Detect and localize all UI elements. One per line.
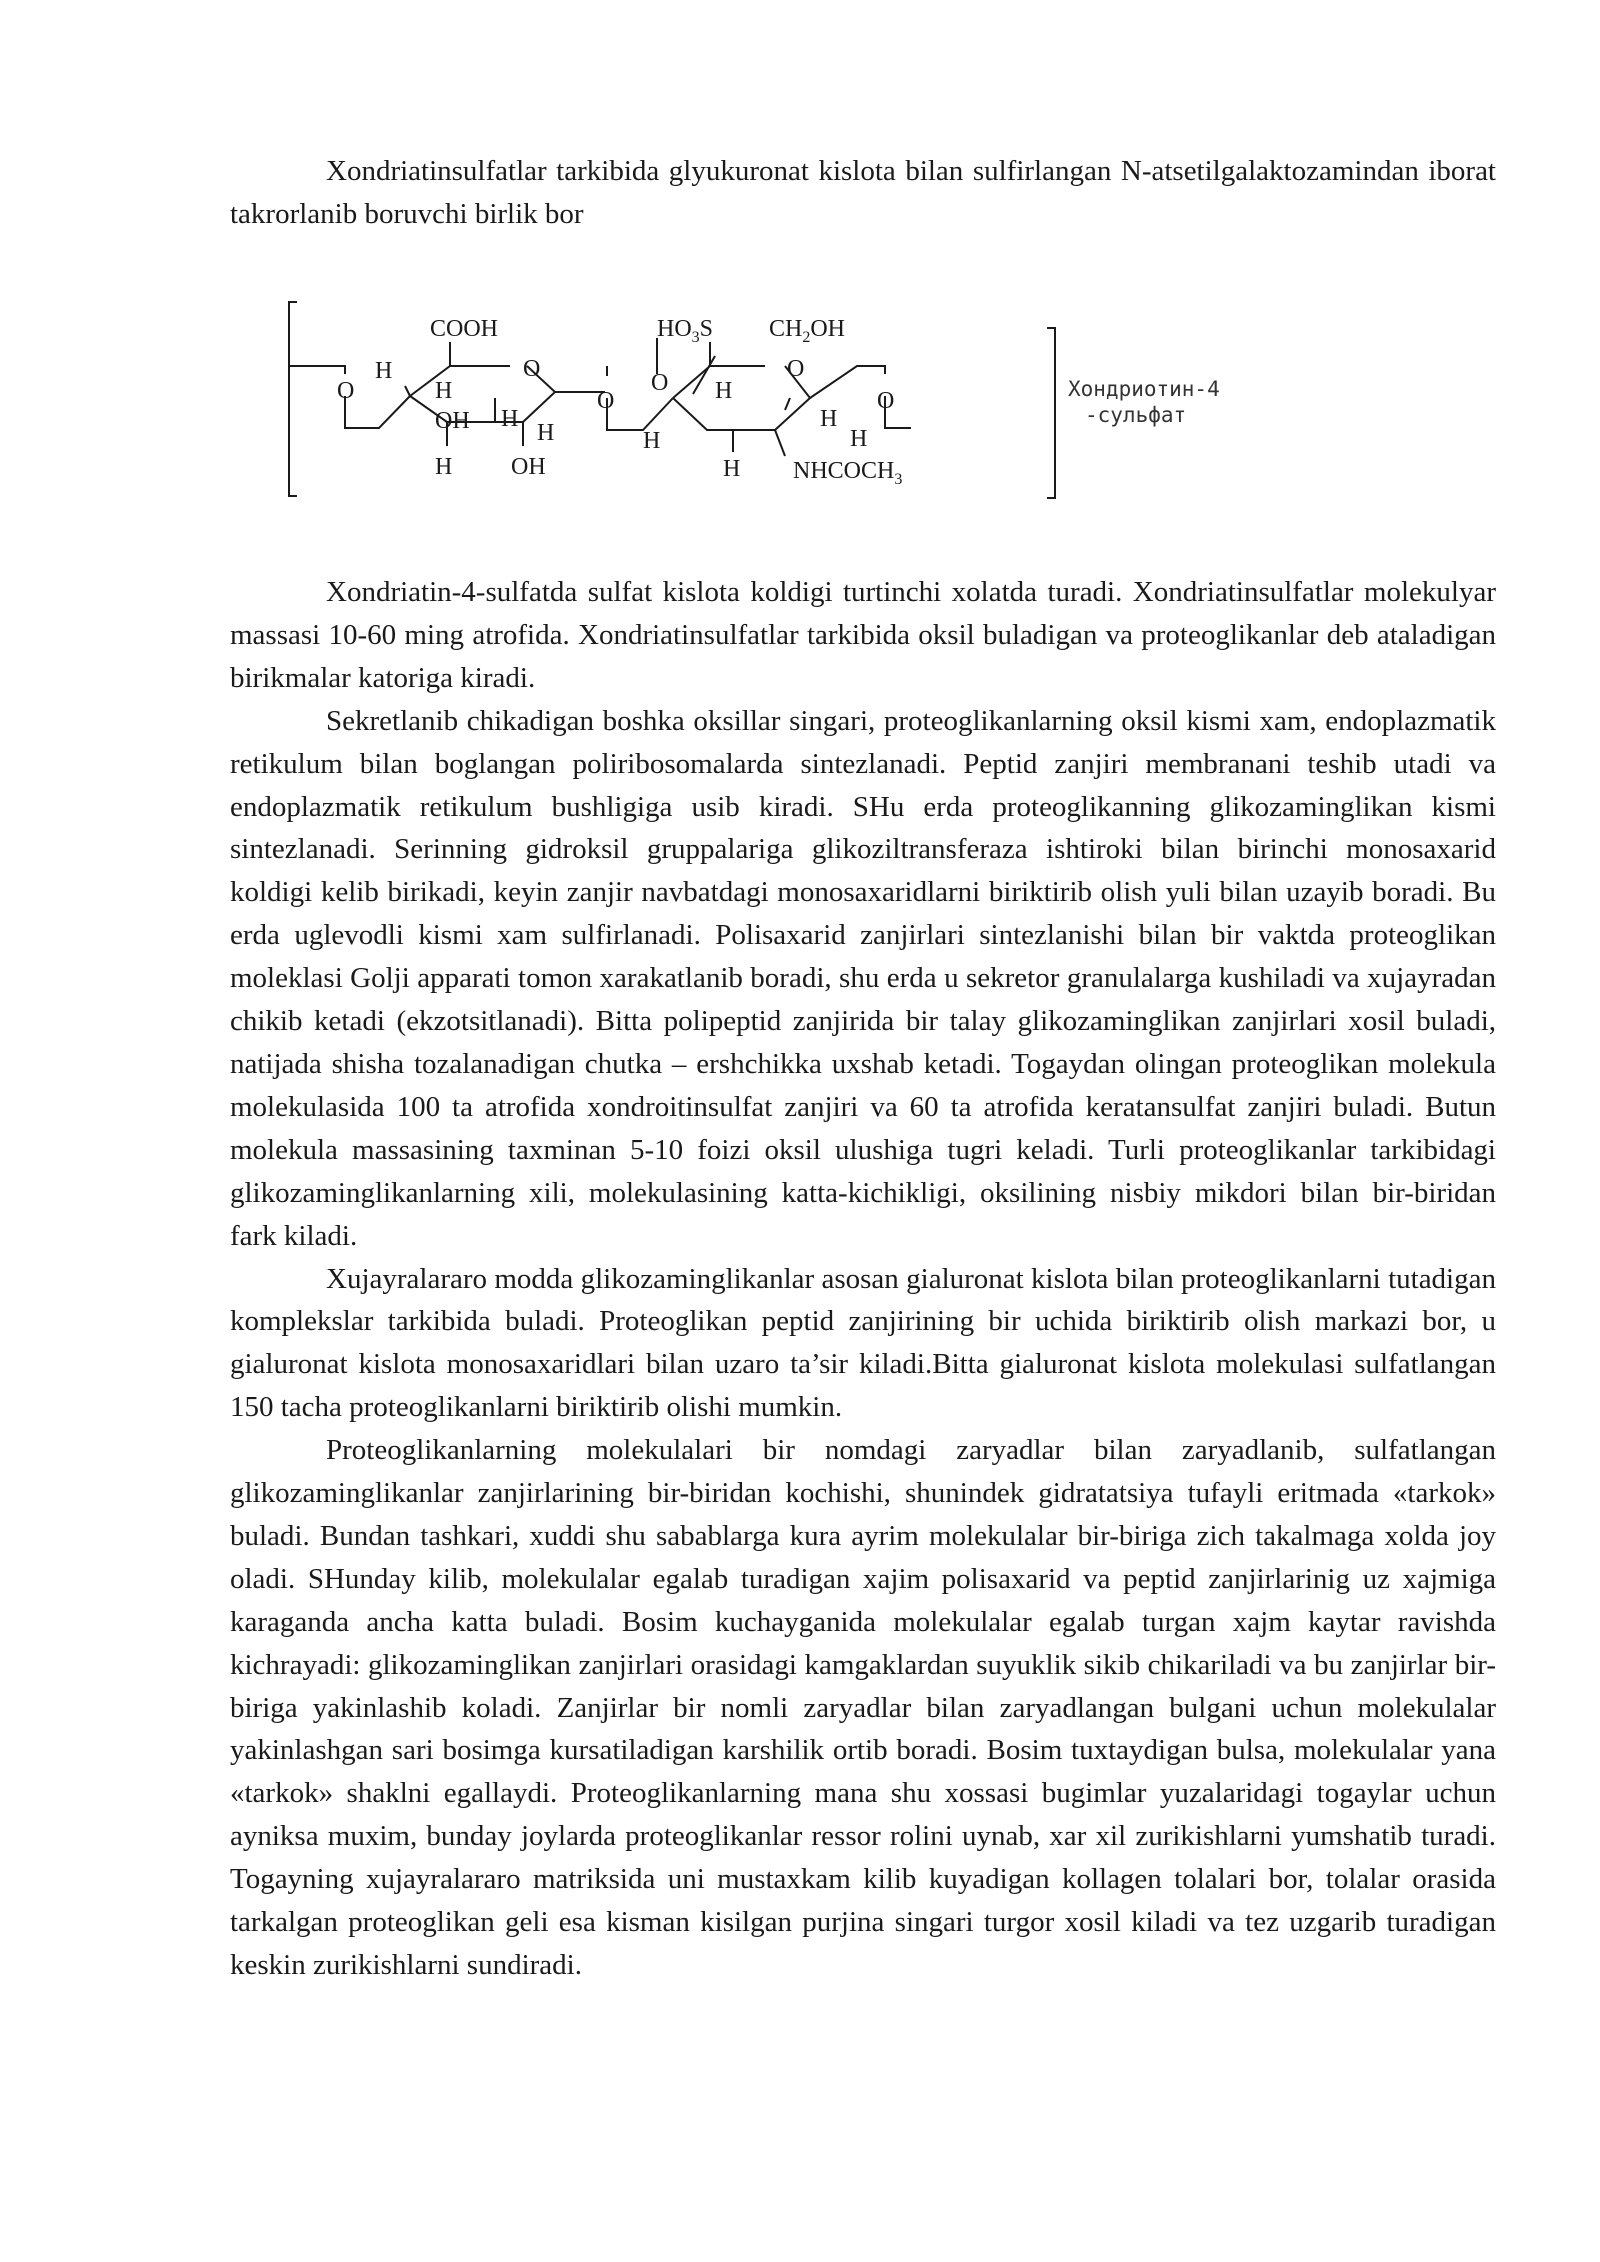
paragraph: Xujayralararo modda glikozaminglikanlar asosan gialuronat kislota bilan proteoglikanlarni tutadigan komplekslar tarkibida buladi. Proteoglikan peptid zanjirining bir uchida biriktirib olish markazi bor, u gialuronat kislota monosaxaridlari bilan uzaro ta’sir kiladi.Bitta gialuronat kislota molekulasi sulfatlangan 150 tacha proteoglikanlarni biriktirib olishi mumkin. [230,1262,1496,1424]
label-h: H [375,358,393,384]
figure-caption-line1: Хондриотин-4 [1068,377,1220,401]
label-o: O [877,388,895,414]
label-o: O [651,370,669,396]
paragraph: Xondriatin-4-sulfatda sulfat kislota koldigi turtinchi xolatda turadi. Xondriatinsulfatlar molekulyar massasi 10-60 ming atrofida. Xondriatinsulfatlar tarkibida oksil buladigan va proteoglikanlar deb ataladigan birikmalar katoriga kiradi. [230,576,1496,694]
chondroitin-sulfate-structure-figure [285,298,1245,510]
label-h: H [501,406,519,432]
label-h: H [643,428,661,454]
figure-caption-line2: -сульфат [1085,403,1187,427]
paragraph: Sekretlanib chikadigan boshka oksillar singari, proteoglikanlarning oksil kismi xam, endoplazmatik retikulum bilan boglangan poliribosomalarda sintezlanadi. Peptid zanjiri membranani teshib utadi va endoplazmatik retikulum bushligiga usib kiradi. SHu erda proteoglikanning glikozaminglikan kismi sintezlanadi. Serinning gidroksil gruppalariga glikoziltransferaza ishtiroki bilan birinchi monosaxarid koldigi kelib birikadi, keyin zanjir navbatdagi monosaxaridlarni biriktirib olish yuli bilan uzayib boradi. Bu erda uglevodli kismi xam sulfirlanadi. Polisaxarid zanjirlari sintezlanishi bilan bir vaktda proteoglikan moleklasi Golji apparati tomon xarakatlanib boradi, shu erda u sekretor granulalarga kushiladi va xujayradan chikib ketadi (ekzotsitlanadi). Bitta polipeptid zanjirida bir talay glikozaminglikan zanjirlari xosil buladi, natijada shisha tozalanadigan chutka – ershchikka uxshab ketadi. Togaydan olingan proteoglikan molekula molekulasida 100 ta atrofida xondroitinsulfat zanjiri va 60 ta atrofida keratansulfat zanjiri buladi. Butun molekula massasining taxminan 5-10 foizi oksil ulushiga tugri keladi. Turli proteoglikanlar tarkibidagi glikozaminglikanlarning xili, molekulasining katta-kichikligi, oksilining nisbiy mikdori bilan bir-biridan fark kiladi. [230,704,1496,1252]
paragraph: Proteoglikanlarning molekulalari bir nomdagi zaryadlar bilan zaryadlanib, sulfatlangan glikozaminglikanlar zanjirlarining bir-biridan kochishi, shunindek gidratatsiya tufayli eritmada «tarkok» buladi. Bundan tashkari, xuddi shu sabablarga kura ayrim molekulalar bir-biriga zich takalmaga xolda joy oladi. SHunday kilib, molekulalar egalab turadigan xajim polisaxarid va peptid zanjirlarinig uz xajmiga karaganda ancha katta buladi. Bosim kuchayganida molekulalar egalab turgan xajm kaytar ravishda kichrayadi: glikozaminglikan zanjirlari orasidagi kamgaklardan suyuklik sikib chikariladi va bu zanjirlar bir-biriga yakinlashib koladi. Zanjirlar bir nomli zaryadlar bilan zaryadlangan bulgani uchun molekulalar yakinlashgan sari bosimga kursatiladigan karshilik ortib boradi. Bosim tuxtaydigan bulsa, molekulalar yana «tarkok» shaklni egallaydi. Proteoglikanlarning mana shu xossasi bugimlar yuzalaridagi togaylar uchun ayniksa muxim, bunday joylarda proteoglikanlar ressor rolini uynab, xar xil zurikishlarni yumshatib turadi. Togayning xujayralararo matriksida uni mustaxkam kilib kuyadigan kollagen tolalari bor, tolalar orasida tarkalgan proteoglikan geli esa kisman kisilgan purjina singari turgor xosil kiladi va tez uzgarib turadigan keskin zurikishlarni sundiradi. [230,1434,1496,1981]
label-o: O [337,378,355,404]
ring-1-top [410,366,510,396]
label-oh: OH [511,454,546,480]
label-o: O [523,356,541,382]
right-bracket [1047,328,1055,498]
label-h: H [537,420,555,446]
intro-text [230,150,1496,236]
label-ho3s: $HO_3S$ [657,316,714,346]
label-ch2oh: $CH_2OH$ [769,316,846,346]
label-o: O [787,356,805,382]
label-h: H [435,454,453,480]
paragraph: Xondriatinsulfatlar tarkibida glyukuronat kislota bilan sulfirlangan N-atsetilgalaktozamindan iborat takrorlanib boruvchi birlik bor [230,155,1496,230]
left-bracket [289,302,297,496]
label-h: H [820,406,838,432]
chemical-structure-diagram [285,298,1245,510]
label-oh: OH [435,408,470,434]
label-h: H [715,378,733,404]
body-text [230,571,1496,1987]
label-o: O [597,388,615,414]
label-nhcoch3: $NHCOCH_3$ [793,458,903,488]
label-h: H [723,456,741,482]
label-h: H [850,426,868,452]
label-cooh: COOH [430,316,499,342]
label-h: H [435,378,453,404]
